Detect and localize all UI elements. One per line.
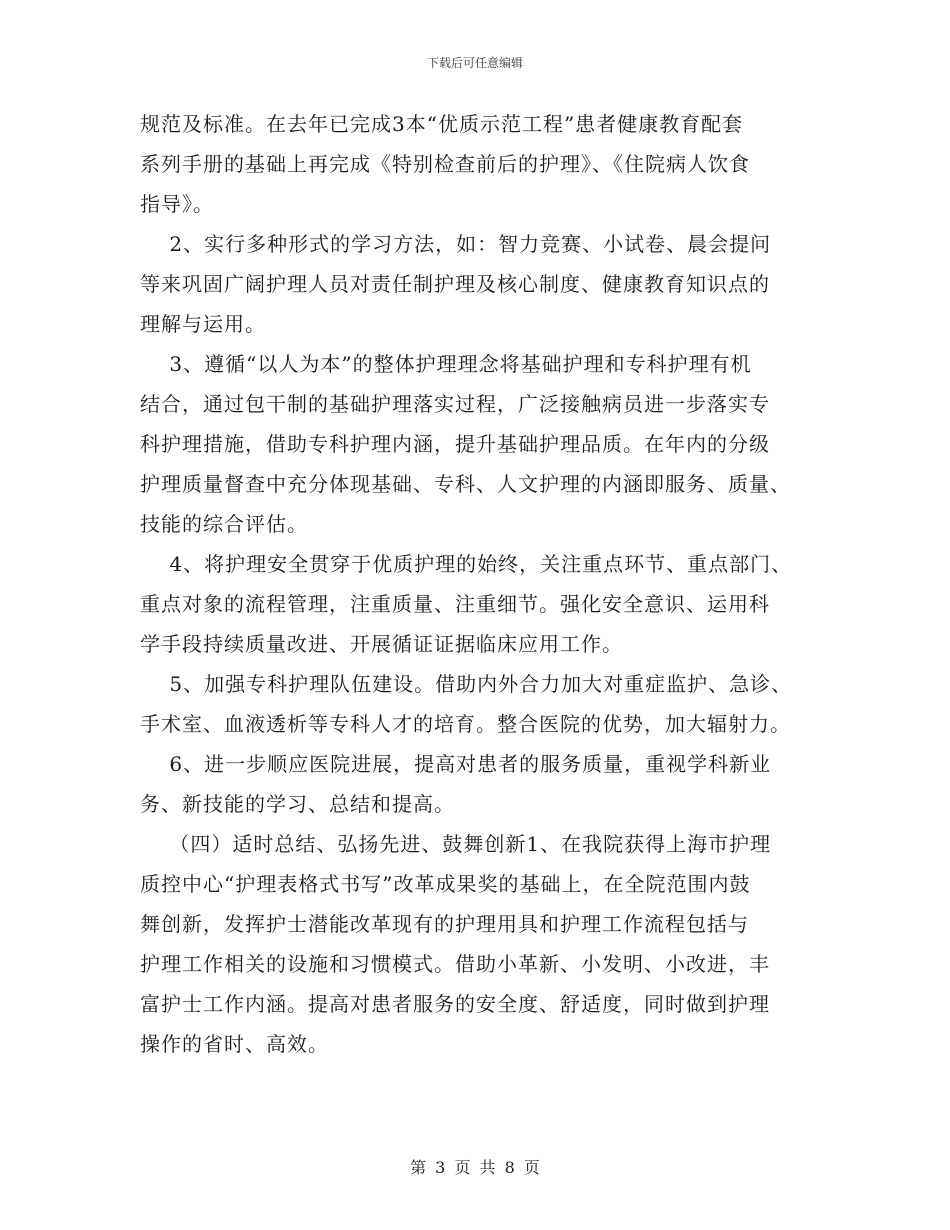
text-line: 指导》。 bbox=[140, 192, 214, 216]
text-line: 2、实行多种形式的学习方法，如：智力竞赛、小试卷、晨会提问 bbox=[140, 232, 772, 256]
text-line: 理解与运用。 bbox=[140, 312, 266, 336]
text-line: 科护理措施，借助专科护理内涵，提升基础护理品质。在年内的分级 bbox=[140, 432, 770, 456]
text-line: 技能的综合评估。 bbox=[140, 512, 308, 536]
text-line: 富护士工作内涵。提高对患者服务的安全度、舒适度，同时做到护理 bbox=[140, 992, 770, 1016]
text-line: 操作的省时、高效。 bbox=[140, 1032, 329, 1056]
text-line: 规范及标准。在去年已完成3本“优质示范工程”患者健康教育配套 bbox=[140, 112, 744, 136]
text-line: 务、新技能的学习、总结和提高。 bbox=[140, 792, 455, 816]
text-line: 学手段持续质量改进、开展循证证据临床应用工作。 bbox=[140, 632, 623, 656]
text-line: 4、将护理安全贯穿于优质护理的始终，关注重点环节、重点部门、 bbox=[140, 552, 793, 576]
document-body bbox=[140, 104, 830, 1064]
text-line: 6、进一步顺应医院进展，提高对患者的服务质量，重视学科新业 bbox=[140, 752, 772, 776]
page-header: 下载后可任意编辑 bbox=[426, 56, 523, 70]
text-line: 护理质量督查中充分体现基础、专科、人文护理的内涵即服务、质量、 bbox=[140, 472, 791, 496]
text-line: 结合，通过包干制的基础护理落实过程，广泛接触病员进一步落实专 bbox=[140, 392, 770, 416]
text-line: 3、遵循“以人为本”的整体护理理念将基础护理和专科护理有机 bbox=[140, 352, 752, 376]
text-line: 护理工作相关的设施和习惯模式。借助小革新、小发明、小改进，丰 bbox=[140, 952, 770, 976]
text-line: 系列手册的基础上再完成《特别检查前后的护理》、《住院病人饮食 bbox=[140, 152, 750, 176]
page-number-footer: 第 3 页 共 8 页 bbox=[410, 1158, 540, 1177]
text-line: （四）适时总结、弘扬先进、鼓舞创新1、在我院获得上海市护理 bbox=[140, 832, 772, 856]
text-line: 手术室、血液透析等专科人才的培育。整合医院的优势，加大辐射力。 bbox=[140, 712, 791, 736]
text-line: 5、加强专科护理队伍建设。借助内外合力加大对重症监护、急诊、 bbox=[140, 672, 793, 696]
text-line: 等来巩固广阔护理人员对责任制护理及核心制度、健康教育知识点的 bbox=[140, 272, 770, 296]
text-line: 质控中心“护理表格式书写”改革成果奖的基础上，在全院范围内鼓 bbox=[140, 872, 751, 896]
text-line: 舞创新，发挥护士潜能改革现有的护理用具和护理工作流程包括与 bbox=[140, 912, 749, 936]
text-line: 重点对象的流程管理，注重质量、注重细节。强化安全意识、运用科 bbox=[140, 592, 770, 616]
